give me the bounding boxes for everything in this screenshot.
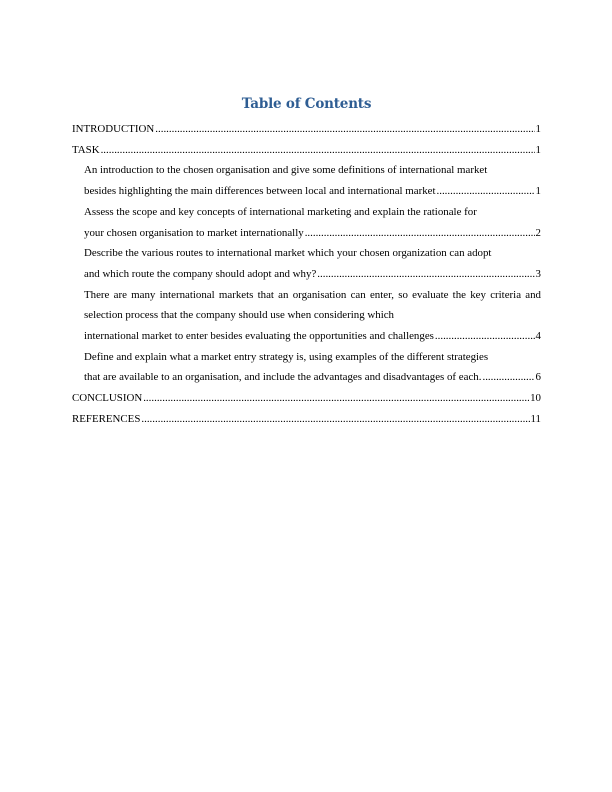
toc-entry-text: Define and explain what a market entry strategy is, using examples of the different strategies	[84, 350, 489, 363]
toc-entry-text: There are many international markets that an organisation can enter, so evaluate the key criteria and selection process that the company should use when considering which	[84, 288, 541, 322]
toc-page-number: 3	[535, 267, 541, 280]
dot-leader	[143, 388, 529, 409]
toc-entry-entry-strategy[interactable]	[84, 347, 541, 388]
toc-entry-introduction[interactable]	[72, 119, 541, 140]
toc-entry-text: CONCLUSION	[72, 392, 143, 405]
dot-leader	[317, 264, 534, 285]
toc-entry-task[interactable]	[72, 140, 541, 161]
toc-page-number: 1	[535, 185, 541, 198]
toc-page-number: 1	[535, 143, 541, 156]
toc-page-number: 2	[535, 226, 541, 239]
dot-leader	[482, 367, 534, 388]
toc-entry-text: INTRODUCTION	[72, 123, 155, 135]
dot-leader	[141, 409, 529, 430]
toc-page-number: 6	[535, 371, 541, 384]
toc-entry-text-continued: besides highlighting the main differences between local and international market	[84, 185, 436, 198]
toc-entry-text: Assess the scope and key concepts of international marketing and explain the rationale for	[84, 205, 477, 218]
toc-title: Table of Contents	[241, 96, 372, 112]
dot-leader	[155, 119, 534, 140]
toc-entry-text-continued: your chosen organisation to market internationally	[84, 226, 304, 239]
toc-page-number: 11	[530, 412, 541, 425]
toc-page-number: 4	[535, 330, 541, 343]
toc-entry-conclusion[interactable]	[72, 388, 541, 409]
toc-entry-scope-concepts[interactable]	[84, 202, 541, 243]
dot-leader	[101, 140, 535, 161]
toc-entry-text-continued: international market to enter besides evaluating the opportunities and challenges	[84, 330, 434, 343]
toc-entry-text: An introduction to the chosen organisation and give some definitions of international market	[84, 164, 488, 177]
toc-entry-text-continued: and which route the company should adopt and why?	[84, 267, 317, 280]
toc-page-number: 10	[530, 392, 541, 405]
toc-entry-routes[interactable]	[84, 243, 541, 284]
toc-entry-market-selection[interactable]	[84, 285, 541, 347]
toc-entry-introduction-organisation[interactable]	[84, 160, 541, 201]
toc-entry-text: REFERENCES	[72, 412, 141, 425]
dot-leader	[435, 326, 535, 347]
table-of-contents	[72, 94, 541, 430]
toc-entry-text: TASK	[72, 143, 100, 156]
dot-leader	[437, 181, 535, 202]
dot-leader	[305, 223, 535, 244]
toc-entry-text-continued: that are available to an organisation, and include the advantages and disadvantages of each.	[84, 371, 482, 384]
toc-entry-text: Describe the various routes to international market which your chosen organization can adopt	[84, 247, 492, 260]
toc-entry-references[interactable]	[72, 409, 541, 430]
toc-page-number: 1	[535, 123, 541, 135]
